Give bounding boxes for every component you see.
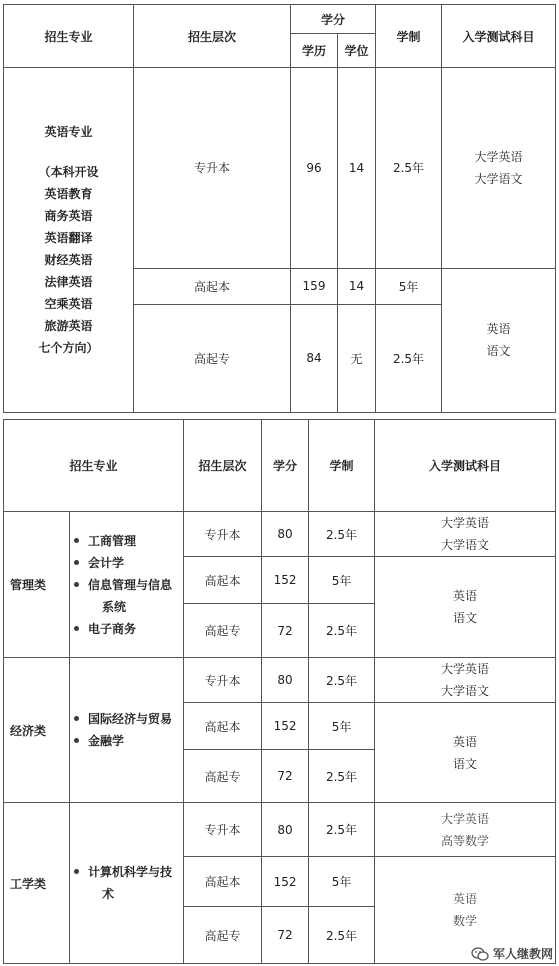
header-duration: 学制 bbox=[309, 420, 375, 512]
duration-cell: 5年 bbox=[309, 703, 375, 750]
exam-subject: 大学英语 bbox=[441, 811, 490, 826]
header-credits-education: 学历 bbox=[291, 34, 338, 68]
credits-cell: 80 bbox=[262, 803, 309, 857]
duration-cell: 2.5年 bbox=[309, 604, 375, 658]
category-economics: 经济类 bbox=[4, 658, 70, 803]
header-level: 招生层次 bbox=[184, 420, 262, 512]
duration-cell: 2.5年 bbox=[309, 750, 375, 803]
duration-cell: 2.5年 bbox=[309, 907, 375, 964]
exam-subject: 高等数学 bbox=[441, 833, 490, 848]
enrollment-table-english bbox=[3, 4, 556, 413]
credits-cell: 72 bbox=[262, 907, 309, 964]
exam-subject: 英语 bbox=[453, 589, 478, 603]
header-level: 招生层次 bbox=[134, 5, 291, 68]
level-cell: 高起专 bbox=[134, 304, 291, 412]
wechat-icon bbox=[471, 947, 489, 961]
level-cell: 专升本 bbox=[184, 512, 262, 557]
watermark-text: 军人继教网 bbox=[492, 947, 553, 961]
exam-subject: 英语 bbox=[453, 892, 478, 906]
exam-cell bbox=[442, 268, 556, 412]
major-line: 空乘英语 bbox=[44, 297, 93, 312]
directions-cell bbox=[70, 803, 184, 964]
direction-item: 电子商务 bbox=[72, 618, 183, 640]
credits-edu-cell: 84 bbox=[291, 304, 338, 412]
header-exam: 入学测试科目 bbox=[442, 5, 556, 68]
major-line: （本科开设 bbox=[38, 165, 99, 180]
exam-cell bbox=[375, 803, 556, 857]
level-cell: 高起本 bbox=[184, 703, 262, 750]
exam-cell bbox=[375, 512, 556, 557]
exam-subject: 大学语文 bbox=[474, 171, 523, 186]
header-duration: 学制 bbox=[376, 5, 442, 68]
enrollment-table-categories bbox=[3, 419, 556, 964]
credits-cell: 80 bbox=[262, 658, 309, 703]
credits-deg-cell: 无 bbox=[338, 304, 376, 412]
directions-cell bbox=[70, 512, 184, 658]
header-credits: 学分 bbox=[262, 420, 309, 512]
duration-cell: 2.5年 bbox=[376, 68, 442, 268]
direction-item: 计算机科学与技 术 bbox=[72, 861, 183, 905]
major-line: 法律英语 bbox=[44, 275, 93, 290]
major-cell bbox=[4, 68, 134, 413]
exam-subject: 数学 bbox=[453, 914, 478, 928]
direction-item: 信息管理与信息 系统 bbox=[72, 574, 183, 618]
credits-cell: 152 bbox=[262, 857, 309, 907]
exam-subject: 大学语文 bbox=[441, 684, 490, 698]
credits-cell: 152 bbox=[262, 557, 309, 604]
major-line: 旅游英语 bbox=[44, 319, 93, 334]
major-line: 英语翻译 bbox=[44, 231, 93, 246]
header-major: 招生专业 bbox=[4, 420, 184, 512]
category-engineering: 工学类 bbox=[4, 803, 70, 964]
level-cell: 高起专 bbox=[184, 604, 262, 658]
credits-cell: 80 bbox=[262, 512, 309, 557]
level-cell: 高起本 bbox=[184, 857, 262, 907]
level-cell: 专升本 bbox=[184, 658, 262, 703]
direction-item: 工商管理 bbox=[72, 530, 183, 552]
header-major: 招生专业 bbox=[4, 5, 134, 68]
exam-cell bbox=[375, 557, 556, 658]
level-cell: 高起本 bbox=[184, 557, 262, 604]
direction-item: 会计学 bbox=[72, 552, 183, 574]
duration-cell: 2.5年 bbox=[309, 803, 375, 857]
duration-cell: 2.5年 bbox=[376, 304, 442, 412]
category-management: 管理类 bbox=[4, 512, 70, 658]
major-line: 英语教育 bbox=[44, 187, 93, 202]
exam-subject: 大学英语 bbox=[441, 662, 490, 676]
major-line: 财经英语 bbox=[44, 253, 93, 268]
exam-cell bbox=[375, 703, 556, 803]
credits-deg-cell: 14 bbox=[338, 268, 376, 304]
header-credits: 学分 bbox=[291, 5, 376, 34]
exam-subject: 英语 bbox=[453, 734, 478, 749]
credits-cell: 72 bbox=[262, 604, 309, 658]
direction-item: 国际经济与贸易 bbox=[72, 708, 183, 730]
credits-deg-cell: 14 bbox=[338, 68, 376, 268]
header-exam: 入学测试科目 bbox=[375, 420, 556, 512]
level-cell: 高起本 bbox=[134, 268, 291, 304]
exam-subject: 大学英语 bbox=[441, 516, 490, 530]
exam-cell bbox=[375, 658, 556, 703]
credits-edu-cell: 96 bbox=[291, 68, 338, 268]
level-cell: 专升本 bbox=[184, 803, 262, 857]
major-title: 英语专业 bbox=[44, 125, 93, 140]
directions-cell bbox=[70, 658, 184, 803]
exam-cell bbox=[442, 68, 556, 268]
duration-cell: 5年 bbox=[309, 857, 375, 907]
major-line: 商务英语 bbox=[44, 209, 93, 224]
duration-cell: 5年 bbox=[376, 268, 442, 304]
header-credits-degree: 学位 bbox=[338, 34, 376, 68]
level-cell: 高起专 bbox=[184, 907, 262, 964]
exam-subject: 语文 bbox=[453, 611, 478, 625]
level-cell: 专升本 bbox=[134, 68, 291, 268]
credits-edu-cell: 159 bbox=[291, 268, 338, 304]
watermark bbox=[471, 945, 553, 962]
direction-item: 金融学 bbox=[72, 730, 183, 752]
exam-subject: 语文 bbox=[486, 344, 511, 359]
exam-subject: 语文 bbox=[453, 756, 478, 771]
exam-subject: 英语 bbox=[486, 322, 511, 337]
exam-subject: 大学语文 bbox=[441, 538, 490, 552]
level-cell: 高起专 bbox=[184, 750, 262, 803]
credits-cell: 72 bbox=[262, 750, 309, 803]
duration-cell: 2.5年 bbox=[309, 512, 375, 557]
exam-subject: 大学英语 bbox=[474, 149, 523, 164]
major-line: 七个方向） bbox=[38, 341, 99, 356]
duration-cell: 2.5年 bbox=[309, 658, 375, 703]
duration-cell: 5年 bbox=[309, 557, 375, 604]
credits-cell: 152 bbox=[262, 703, 309, 750]
